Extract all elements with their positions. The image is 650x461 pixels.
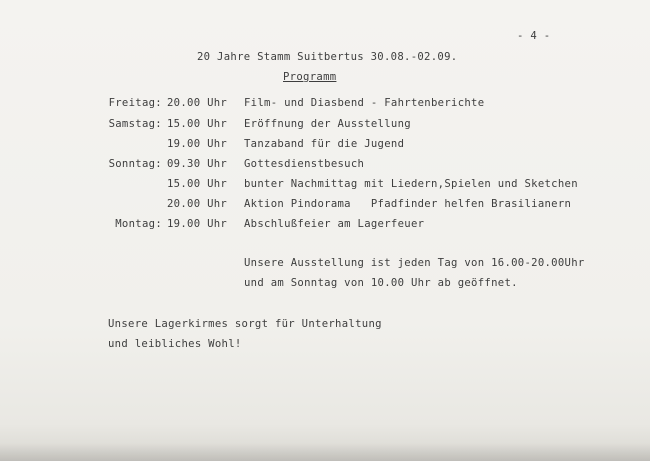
schedule-time: 15.00 Uhr xyxy=(167,178,228,190)
schedule-time: 19.00 Uhr xyxy=(167,138,228,150)
exhibition-note-line: Unsere Ausstellung ist jeden Tag von 16.00-20.00Uhr xyxy=(244,257,585,269)
schedule-time: 09.30 Uhr xyxy=(167,158,228,170)
schedule-time: 20.00 Uhr xyxy=(167,97,228,109)
closing-note-line: Unsere Lagerkirmes sorgt für Unterhaltung xyxy=(108,318,382,330)
schedule-time: 15.00 Uhr xyxy=(167,118,228,130)
schedule-time: 20.00 Uhr xyxy=(167,198,228,210)
schedule-event: Aktion Pindorama Pfadfinder helfen Brasilianern xyxy=(244,198,572,210)
page-number: - 4 - xyxy=(517,30,551,42)
document-subtitle: Programm xyxy=(283,71,337,83)
schedule-event: Film- und Diasbend - Fahrtenberichte xyxy=(244,97,485,109)
schedule-day: Samstag: xyxy=(108,118,162,130)
exhibition-note-line: und am Sonntag von 10.00 Uhr ab geöffnet. xyxy=(244,277,518,289)
closing-note-line: und leibliches Wohl! xyxy=(108,338,242,350)
schedule-event: bunter Nachmittag mit Liedern,Spielen und Sketchen xyxy=(244,178,578,190)
document-title: 20 Jahre Stamm Suitbertus 30.08.-02.09. xyxy=(197,51,458,63)
schedule-event: Eröffnung der Ausstellung xyxy=(244,118,411,130)
schedule-day: Freitag: xyxy=(108,97,162,109)
schedule-day: Sonntag: xyxy=(108,158,162,170)
schedule-time: 19.00 Uhr xyxy=(167,218,228,230)
schedule-event: Abschlußfeier am Lagerfeuer xyxy=(244,218,425,230)
schedule-day: Montag: xyxy=(115,218,162,230)
schedule-event: Tanzaband für die Jugend xyxy=(244,138,405,150)
page-edge-shadow xyxy=(0,443,650,461)
schedule-event: Gottesdienstbesuch xyxy=(244,158,365,170)
